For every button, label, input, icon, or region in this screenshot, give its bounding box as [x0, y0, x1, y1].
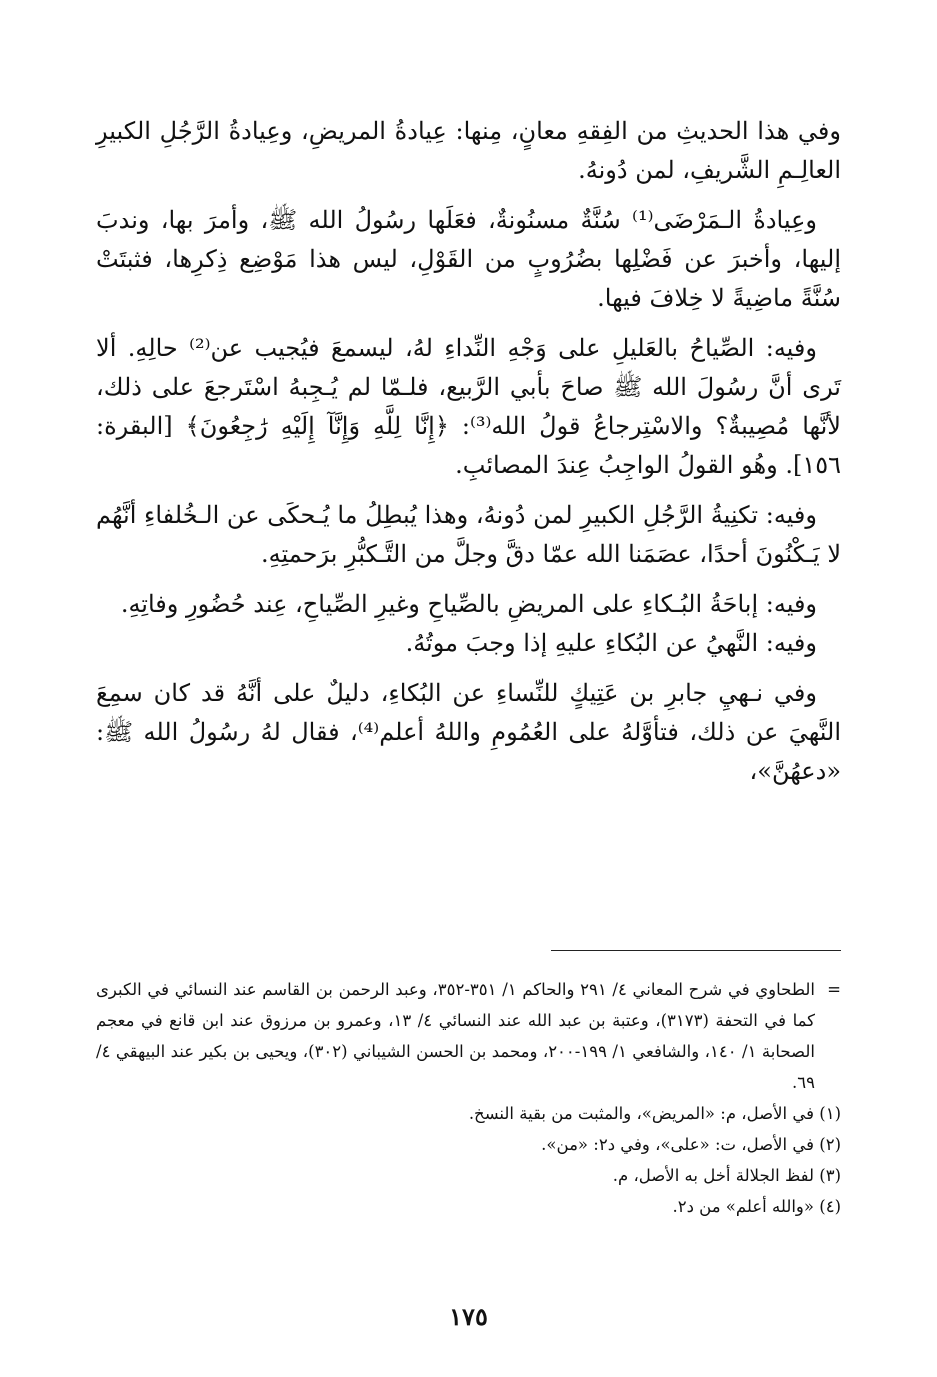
- main-text-block: [96, 112, 841, 802]
- paragraph-5: وفيه: إباحَةُ البُـكاءِ على المريضِ بالصِّياحِ وغيرِ الصِّياحِ، عِند حُضُورِ وفاتِهِ.: [120, 590, 817, 618]
- footnote-divider: [551, 950, 841, 951]
- paragraph-7: وفي نـهيِ جابرِ بن عَتِيكٍ للنِّساءِ عن البُكاءِ، دليلٌ على أنَّهُ قد كان سمِعَ النَّهيَ عن ذلك، فتأوَّلهُ على العُمُومِ واللهُ أعلم⁽⁴⁾، فقال لهُ رسُولُ الله ﷺ: «دعهُنَّ»،: [96, 679, 841, 785]
- paragraph-3: وفيه: الصِّياحُ بالعَليلِ على وَجْهِ النِّداءِ لهُ، ليسمعَ فيُجيب عن⁽²⁾ حالِهِ. ألا تَرى أنَّ رسُولَ الله ﷺ صاحَ بأبي الرَّبيع، فلـمّا لم يُـجِبهُ اسْتَرجعَ على ذلك، لأنَّها مُصِيبةٌ؟ والاسْتِرجاعُ قولُ الله⁽³⁾: ﴿إِنَّا لِلَّهِ وَإِنَّآ إِلَيْهِ رَٰجِعُونَ﴾ [البقرة: ١٥٦]. وهُو القولُ الواجِبُ عِندَ المصائبِ.: [96, 334, 841, 479]
- footnote-continuation-text: الطحاوي في شرح المعاني ٤/ ٢٩١ والحاكم ١/ ٣٥١-٣٥٢، وعبد الرحمن بن القاسم عند النسائي في الكبرى كما في التحفة (٣١٧٣)، وعتبة بن عبد الله عند النسائي ٤/ ١٣، وعمرو بن مرزوق عند ابن قانع في معجم الصحابة ١/ ١٤٠، والشافعي ١/ ١٩٩-٢٠٠، ومحمد بن الحسن الشيباني (٣٠٢)، ويحيى بن بكير عند البيهقي ٤/ ٦٩.: [96, 980, 816, 1092]
- page-number: ١٧٥: [449, 1302, 488, 1331]
- footnote-1: (١) في الأصل، م: «المريض»، والمثبت من بقية النسخ.: [468, 1104, 841, 1123]
- footnote-continuation: [96, 974, 841, 1098]
- footnote-3: (٣) لفظ الجلالة أخل به الأصل، م.: [612, 1166, 841, 1185]
- footnote-2: (٢) في الأصل، ت: «على»، وفي د٢: «من».: [541, 1135, 841, 1154]
- footnotes-block: [96, 974, 841, 1222]
- paragraph-6: وفيه: النَّهيُ عن البُكاءِ عليهِ إذا وجبَ موتُهُ.: [405, 629, 817, 657]
- paragraph-1: وفي هذا الحديثِ من الفِقهِ معانٍ، مِنها: عِيادةُ المريضِ، وعِيادةُ الرَّجُلِ الكبيرِ العالِـمِ الشَّريفِ، لمن دُونهُ.: [96, 117, 841, 184]
- continuation-marker: =: [827, 980, 841, 999]
- paragraph-2: وعِيادةُ الـمَرْضَى⁽¹⁾ سُنَّةٌ مسنُونةٌ، فعَلَها رسُولُ الله ﷺ، وأمرَ بها، وندبَ إليها، وأخبرَ عن فَضْلِها بضُرُوبٍ من القَوْلِ، ليس هذا مَوْضِع ذِكرِها، فثبتَتْ سُنَّةً ماضِيةً لا خِلافَ فيها.: [96, 206, 841, 312]
- paragraph-4: وفيه: تكنِيةُ الرَّجُلِ الكبيرِ لمن دُونهُ، وهذا يُبطِلُ ما يُـحكَى عن الـخُلفاءِ أنَّهُم لا يَـكْنُونَ أحدًا، عصَمَنا الله عمّا دقَّ وجلَّ من التَّـكبُّرِ برَحمتِهِ.: [96, 501, 841, 568]
- footnote-4: (٤) «والله أعلم» من د٢.: [672, 1197, 841, 1216]
